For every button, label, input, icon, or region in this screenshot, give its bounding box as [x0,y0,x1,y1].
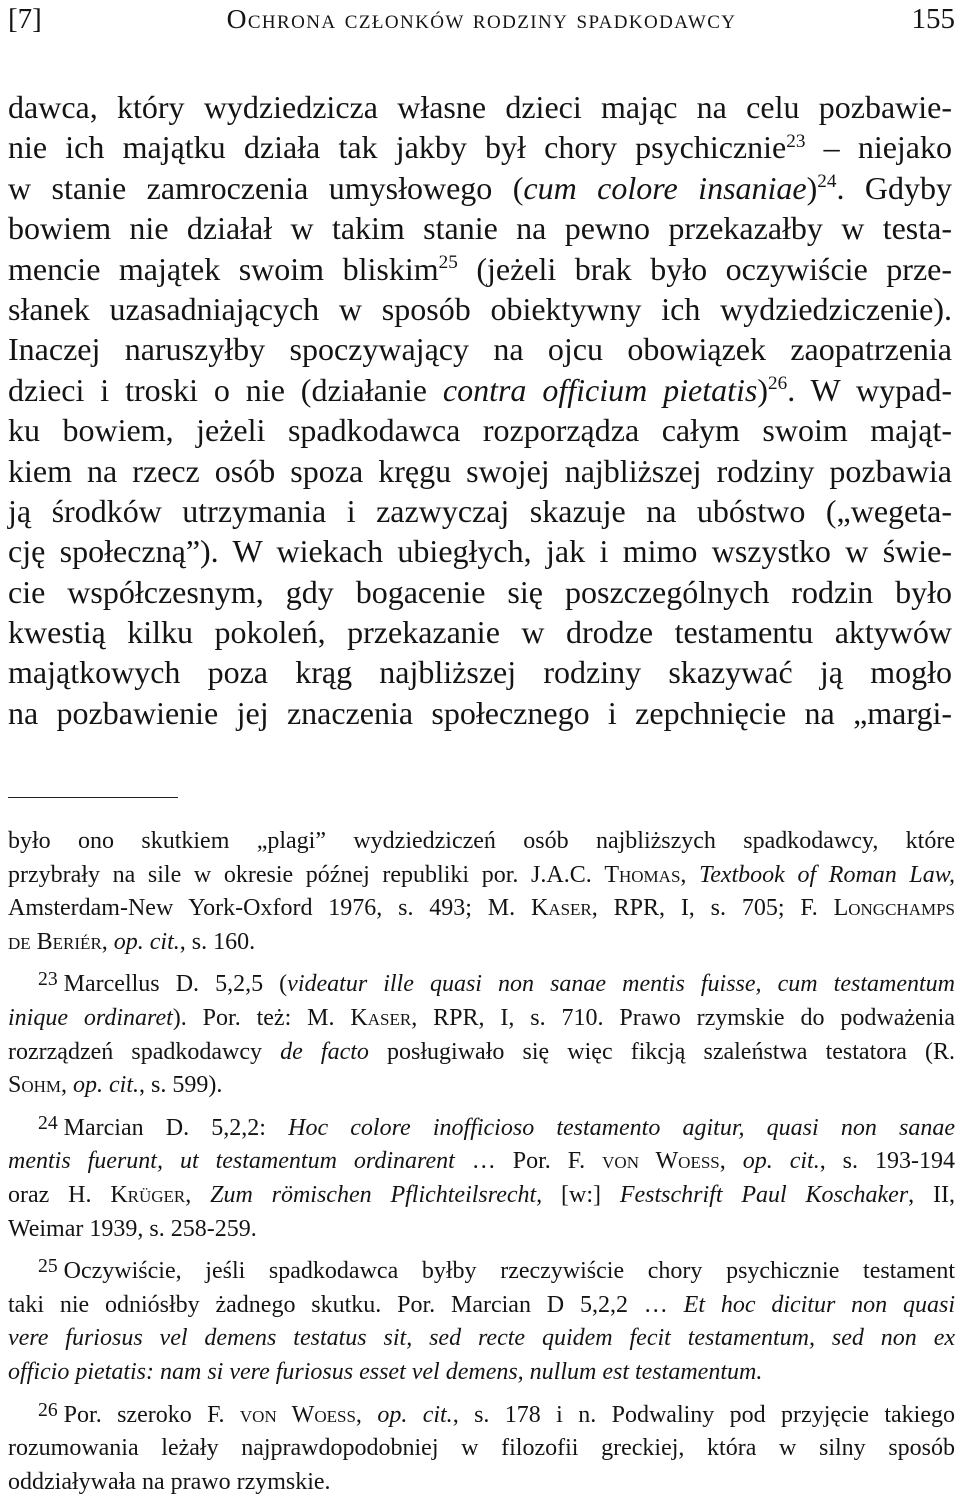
text-run: kwestią kilku pokoleń, przekazanie w drodze testamentu aktywów [8,614,952,651]
footnote-reference: 23 [786,130,806,152]
italic-text: Et hoc dicitur non quasi [683,1291,955,1318]
text-run: kiem na rzecz osób spoza kręgu swojej najbliższej rodziny pozbawia [8,452,952,489]
author-name: Sohm [8,1072,62,1099]
main-text [8,87,952,733]
body-text-line [8,168,952,208]
italic-text: de facto [280,1038,369,1065]
body-text-line [8,208,952,248]
text-run: cję społeczną”). W wiekach ubiegłych, jak i mimo wszystko w świe- [8,533,952,570]
text-run: ) [757,371,768,408]
footnote-line [8,926,955,960]
text-run: Marcellus D. 5,2,5 ( [63,971,288,998]
italic-text: op. cit. [377,1401,453,1428]
running-title: Ochrona członków rodziny spadkodawcy [226,3,737,34]
text-run: ) [806,169,818,206]
text-run: majątkowych poza krąg najbliższej rodziny skazywać ją mogło [8,654,952,691]
text-run: rozumowania leżały najprawdopodobniej w filozofii greckiej, która w silny sposób [8,1435,955,1462]
text-run: dawca, który wydziedzicza własne dzieci mając na celu pozbawie- [8,89,952,125]
italic-text: mentis fuerunt, ut testamentum ordinarent [8,1148,455,1175]
text-run: , s. 599). [139,1072,223,1099]
text-run: posługiwało się więc fikcją szaleństwa testatora (R. [368,1038,956,1065]
body-text-line [8,491,952,531]
text-run: taki nie odniósłby żadnego skutku. Por. Marcian D 5,2,2 … [8,1291,684,1318]
text-run: , II, [908,1181,955,1208]
footnote-line [8,1356,955,1390]
italic-text: op. cit. [742,1148,820,1175]
footnote-line [8,1036,955,1070]
italic-text: op. cit. [113,928,180,955]
footnote-continued [8,825,955,959]
footnote-line [8,1399,955,1433]
author-name: Krüger [110,1181,186,1208]
author-name: Kaser [350,1004,412,1031]
text-run: , [355,1401,378,1428]
text-run: było ono skutkiem „plagi” wydziedziczeń osób najbliższych spadkodawcy, które [8,828,955,854]
footnote-line [8,1255,955,1289]
text-run: bowiem nie działał w takim stanie na pewno przekazałby w testa- [8,210,952,247]
footnote-separator [8,797,178,798]
footnote-24 [8,1112,955,1246]
author-name: de Beriér [8,928,102,955]
footnote-number: 25 [38,1255,58,1278]
text-run: , RPR, I, s. 710. Prawo rzymskie do podważenia [411,1004,956,1031]
text-run: , [185,1181,211,1208]
footnote-line [8,1145,955,1179]
author-name: von Woess [239,1401,356,1428]
text-run: Por. szeroko F. [63,1401,240,1428]
text-run: – niejako [805,129,953,166]
text-run: ją środków utrzymania i zazwyczaj skazuje na ubóstwo („wegeta- [8,492,952,529]
italic-text: Zum römischen Pflichteilsrecht, [210,1181,543,1208]
author-name: Longchamps [833,895,956,922]
body-text-line [8,410,952,450]
text-run: ku bowiem, jeżeli spadkodawca rozporządza całym swoim mająt- [8,412,952,449]
text-run: rozrządzeń spadkodawcy [8,1038,281,1065]
body-text-line [8,87,952,127]
body-text-line [8,249,952,289]
footnote-line [8,1069,955,1103]
footnotes [8,825,955,1508]
text-run: Oczywiście, jeśli spadkodawca byłby rzeczywiście chory psychicznie testament [63,1258,955,1285]
italic-text: Festschrift Paul Koschaker [619,1181,909,1208]
footnote-line [8,825,955,859]
body-text-line [8,693,952,733]
text-run: ). Por. też: M. [172,1004,351,1031]
text-run: , [680,861,700,888]
footnote-line [8,1002,955,1036]
footnote-reference: 24 [817,171,837,193]
footnote-line [8,1112,955,1146]
italic-text: videatur ille quasi non sanae mentis fuisse, cum testamentum [287,971,955,998]
running-header [8,2,955,36]
footnote-reference: 25 [438,252,458,274]
text-run: nie ich majątku działa tak jakby był chory psychicznie [8,129,787,166]
text-run: Weimar 1939, s. 258-259. [8,1215,257,1242]
text-run: dzieci i troski o nie (działanie [8,371,443,408]
footnote-number: 24 [38,1111,58,1134]
footnote-line [8,1466,955,1500]
footnote-line [8,1179,955,1213]
text-run: . Gdyby [836,169,953,206]
text-run: na pozbawienie jej znaczenia społecznego i zepchnięcie na „margi- [8,694,952,731]
body-text-line [8,612,952,652]
body-text-line [8,451,952,491]
author-name: Kaser [530,895,592,922]
footnote-line [8,859,955,893]
body-text-line [8,370,952,410]
body-text-line [8,652,952,692]
text-run: oraz H. [8,1181,111,1208]
footnote-line [8,1289,955,1323]
footnote-line [8,1213,955,1247]
text-run: przybrały na sile w okresie późnej republiki por. J.A.C. [8,861,605,888]
text-run: Inaczej naruszyłby spoczywający na ojcu obowiązek zaopatrzenia [8,331,952,368]
footnote-line [8,968,955,1002]
text-run: Amsterdam-New York-Oxford 1976, s. 493; M. [8,895,531,922]
text-run: … Por. F. [454,1148,603,1175]
text-run: [w:] [542,1181,620,1208]
text-run: , [719,1148,743,1175]
italic-text: Textbook of Roman Law, [699,861,955,888]
footnote-reference: 26 [768,373,788,395]
text-run: (jeżeli brak było oczywiście prze- [457,250,953,287]
text-run: , RPR, I, s. 705; F. [591,895,834,922]
text-run: mencie majątek swoim bliskim [8,250,439,287]
italic-text: inique ordinaret [8,1004,173,1031]
body-text-line [8,531,952,571]
footnote-25 [8,1255,955,1389]
italic-text: contra officium pietatis [442,371,758,408]
text-run: , [101,928,114,955]
italic-text: officio pietatis: nam si vere furiosus esset vel demens, nullum est testamentum. [8,1358,763,1385]
footnote-line [8,1322,955,1356]
footnote-number: 26 [38,1398,58,1421]
text-run: Marcian D. 5,2,2: [63,1114,289,1141]
text-run: słanek uzasadniających w sposób obiektywny ich wydziedziczenie). [8,290,952,327]
footnote-23 [8,968,955,1102]
body-text-line [8,329,952,369]
page-number: 155 [911,3,955,35]
italic-text: Hoc colore inofficioso testamento agitur, quasi non sanae [288,1114,955,1141]
body-text-line [8,127,952,167]
text-run: , [61,1072,74,1099]
italic-text: vere furiosus vel demens testatus sit, sed recte quidem fecit testamentum, sed non ex [8,1325,955,1352]
author-name: Thomas [604,861,681,888]
text-run: . W wypad- [787,371,953,408]
italic-text: op. cit. [73,1072,140,1099]
footnote-26 [8,1399,955,1500]
text-run: w stanie zamroczenia umysłowego ( [8,169,524,206]
footnote-number: 23 [38,968,58,991]
footnote-line [8,1432,955,1466]
text-run: cie współczesnym, gdy bogacenie się poszczególnych rodzin było [8,573,952,610]
body-text-line [8,572,952,612]
text-run: , s. 160. [179,928,256,955]
author-name: von Woess [602,1148,720,1175]
italic-text: cum colore insaniae [523,169,807,206]
body-text-line [8,289,952,329]
footnote-line [8,892,955,926]
section-number: [7] [8,3,42,35]
text-run: , s. 193-194 [819,1148,955,1175]
text-run: , s. 178 i n. Podwaliny pod przyjęcie takiego [452,1401,956,1428]
text-run: oddziaływała na prawo rzymskie. [8,1468,331,1495]
